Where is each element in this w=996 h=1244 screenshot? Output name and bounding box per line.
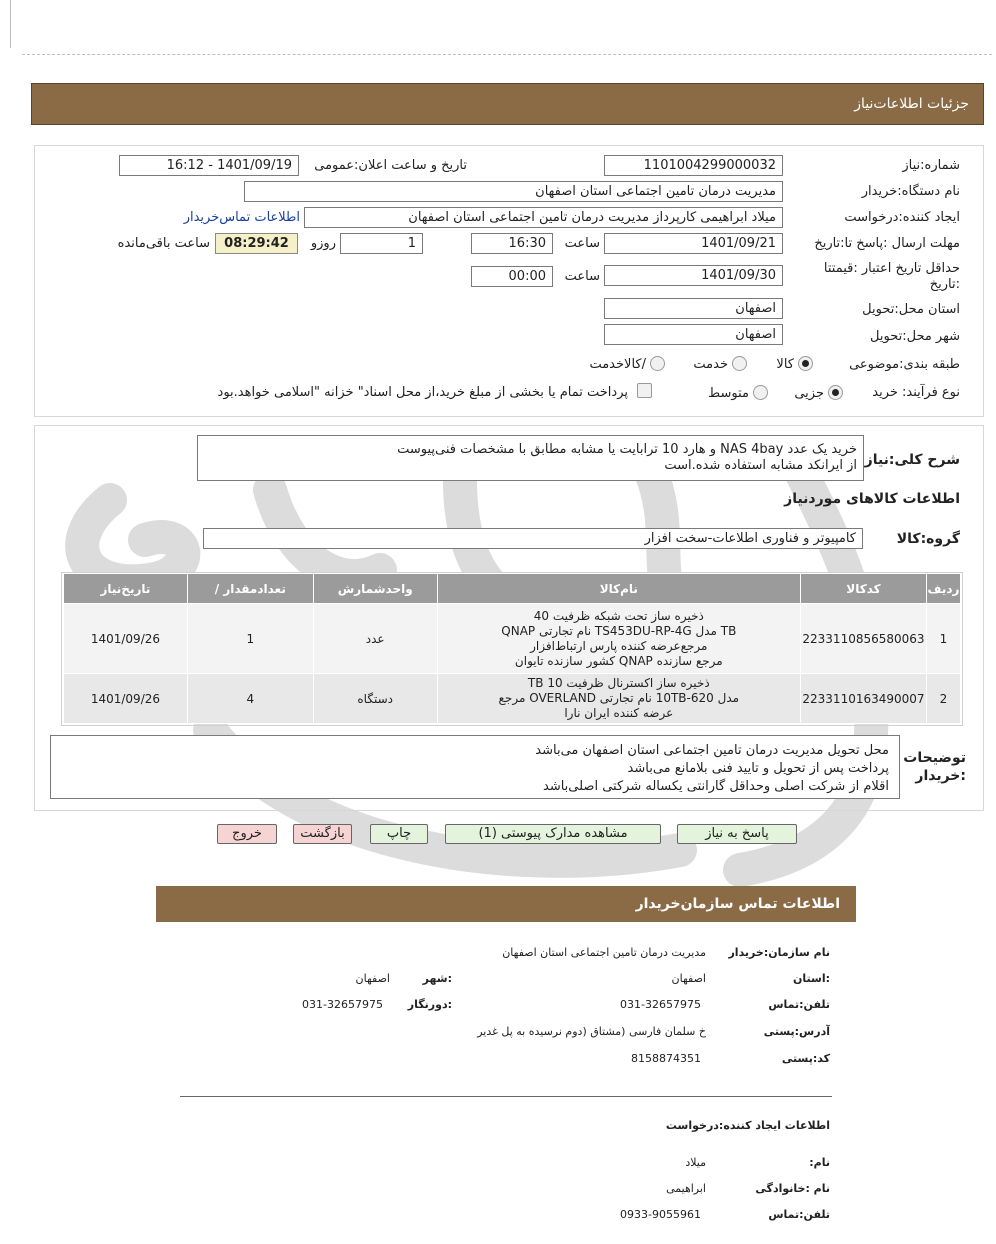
validity-hour-label: ساعت (564, 269, 600, 284)
row-number-cell: 2 (926, 674, 960, 724)
process-option-minor: جزیی (794, 386, 824, 401)
contact-fax-label: :دورنگار (407, 998, 452, 1011)
days-field: 1 (340, 233, 423, 254)
page-header (31, 83, 984, 125)
buyer-org-field: مدیریت درمان تامین اجتماعی استان اصفهان (244, 181, 783, 202)
need-summary-label: شرح کلی:نیاز (864, 452, 960, 468)
quantity-cell: 1 (187, 604, 313, 674)
contact-separator (180, 1096, 832, 1097)
print-button[interactable]: چاپ (370, 824, 428, 844)
reply-button[interactable]: پاسخ به نیاز (677, 824, 797, 844)
col-unit: واحدشمارش (313, 574, 437, 604)
page-title: جزئیات اطلاعات‌نیاز (854, 96, 969, 112)
validity-time-field: 00:00 (471, 266, 553, 287)
attachments-button[interactable]: مشاهده مدارک پیوستی (1) (445, 824, 661, 844)
unit-cell: عدد (313, 604, 437, 674)
contact-postal-label: کد:پستی (781, 1052, 830, 1065)
validity-label-2: :تاریخ (929, 277, 960, 292)
need-date-cell: 1401/09/26 (64, 604, 188, 674)
creator-name-label: نام: (809, 1156, 830, 1169)
category-option-both: /کالاخدمت (589, 357, 646, 372)
creator-family-label: نام :خانوادگی (755, 1182, 830, 1195)
table-row[interactable] (64, 674, 961, 724)
item-name-cell (437, 674, 800, 724)
need-summary-box (197, 435, 864, 481)
category-option-goods: کالا (776, 357, 794, 372)
contact-fax-value: 031-32657975 (302, 998, 383, 1011)
deadline-date-field: 1401/09/21 (604, 233, 783, 254)
treasury-payment-note: پرداخت تمام یا بخشی از مبلغ خرید،از محل اسناد" خزانه "اسلامی خواهد.بود (217, 385, 628, 400)
contact-address-value: خ سلمان فارسی (مشتاق (دوم نرسیده به پل غدیر (477, 1025, 706, 1038)
quantity-cell: 4 (187, 674, 313, 724)
buyer-org-label: نام دستگاه:خریدار (861, 184, 960, 199)
table-row[interactable] (64, 604, 961, 674)
process-option-medium: متوسط (708, 386, 749, 401)
row-number-cell: 1 (926, 604, 960, 674)
item-code-cell: 2233110163490007 (800, 674, 926, 724)
item-name-line: ذخیره ساز تحت شبکه ظرفیت 40 (533, 608, 704, 623)
province-label: استان محل:تحویل (862, 302, 960, 317)
goods-group-field: کامپیوتر و فناوری اطلاعات-سخت افزار (203, 528, 863, 549)
treasury-payment-checkbox[interactable] (637, 383, 652, 398)
contact-section-header: اطلاعات تماس سازمان‌خریدار (156, 886, 856, 922)
contact-postal-value: 8158874351 (631, 1052, 701, 1065)
need-summary-line-1: خرید یک عدد NAS 4bay و هارد 10 ترابایت یا مشابه مطابق با مشخصات فنی‌پیوست (397, 442, 857, 457)
contact-city-value: اصفهان (355, 972, 390, 985)
category-option-service: خدمت (693, 357, 728, 372)
contact-org-value: مدیریت درمان تامین اجتماعی استان اصفهان (502, 946, 706, 959)
countdown-timer: 08:29:42 (215, 233, 298, 254)
contact-address-label: آدرس:پستی (763, 1025, 830, 1038)
process-label: نوع فرآیند: خرید (872, 385, 960, 400)
announce-field: 1401/09/19 - 16:12 (119, 155, 299, 176)
exit-button[interactable]: خروج (217, 824, 277, 844)
process-radio-minor[interactable] (828, 385, 843, 400)
unit-cell: دستگاه (313, 674, 437, 724)
need-summary-line-2: از ایرانکد مشابه استفاده شده.است (664, 458, 857, 473)
announce-label: تاریخ و ساعت اعلان:عمومی (314, 158, 467, 173)
day-label: روزو (310, 236, 336, 251)
item-name-line: ذخیره ساز اکسترنال ظرفیت 10 TB (527, 676, 710, 690)
item-name-cell (437, 604, 800, 674)
contact-phone-value: 031-32657975 (620, 998, 701, 1011)
back-button[interactable]: بازگشت (293, 824, 352, 844)
item-name-line: مرجع‌عرضه کننده پارس ارتباط‌افزار (530, 638, 708, 653)
category-radio-service[interactable] (732, 356, 747, 371)
contact-city-label: :شهر (422, 972, 452, 985)
city-label: شهر محل:تحویل (870, 329, 960, 344)
deadline-label: مهلت ارسال :پاسخ تا:تاریخ (814, 236, 960, 251)
col-item-name: نام‌کالا (437, 574, 800, 604)
need-number-field: 1101004299000032 (604, 155, 783, 176)
col-quantity: / تعدادمقدار (187, 574, 313, 604)
creator-family-value: ابراهیمی (666, 1182, 706, 1195)
item-name-line: TB مدل TS453DU-RP-4G نام تجارتی QNAP (501, 623, 737, 638)
contact-phone-label: تلفن:تماس (768, 998, 830, 1011)
buyer-note-line: محل تحویل مدیریت درمان تامین اجتماعی استان اصفهان می‌باشد (535, 743, 889, 758)
buyer-contact-link[interactable]: اطلاعات تماس‌خریدار (183, 210, 300, 225)
creator-field: میلاد ابراهیمی کارپرداز مدیریت درمان تامین اجتماعی استان اصفهان (304, 207, 783, 228)
process-radio-medium[interactable] (753, 385, 768, 400)
need-date-cell: 1401/09/26 (64, 674, 188, 724)
category-label: طبقه بندی:موضوعی (849, 357, 960, 372)
city-field: اصفهان (604, 324, 783, 345)
left-frame-line (10, 0, 11, 48)
item-name-line: مدل 620-10TB نام تجارتی OVERLAND مرجع (498, 691, 740, 705)
buyer-notes-box (50, 735, 900, 799)
item-code-cell: 2233110856580063 (800, 604, 926, 674)
buyer-notes-label-2: :خریدار (915, 768, 966, 784)
goods-group-label: گروه:کالا (896, 531, 960, 547)
creator-info-title: اطلاعات ایجاد کننده:درخواست (665, 1119, 830, 1132)
category-radio-both[interactable] (650, 356, 665, 371)
item-name-line: مرجع سازنده QNAP کشور سازنده تایوان (514, 653, 723, 668)
validity-label: حداقل تاریخ اعتبار :قیمتتا (823, 261, 960, 276)
creator-name-value: میلاد (685, 1156, 706, 1169)
contact-org-label: نام سازمان:خریدار (728, 946, 830, 959)
buyer-note-line: اقلام از شرکت اصلی وحداقل گارانتی یکساله شرکتی اصلی‌باشد (543, 779, 889, 794)
contact-province-value: اصفهان (671, 972, 706, 985)
col-row: ردیف (926, 574, 960, 604)
goods-section-title: اطلاعات کالاهای موردنیاز (784, 491, 960, 507)
deadline-time-field: 16:30 (471, 233, 553, 254)
top-divider (22, 54, 992, 55)
creator-phone-value: 0933-9055961 (620, 1208, 701, 1221)
col-item-code: کدکالا (800, 574, 926, 604)
province-field: اصفهان (604, 298, 783, 319)
creator-label: ایجاد کننده:درخواست (844, 210, 960, 225)
contact-province-label: :استان (793, 972, 830, 985)
category-radio-goods[interactable] (798, 356, 813, 371)
deadline-hour-label: ساعت (564, 236, 600, 251)
need-number-label: شماره:نیاز (902, 158, 960, 173)
creator-phone-label: تلفن:تماس (768, 1208, 830, 1221)
buyer-note-line: پرداخت پس از تحویل و تایید فنی بلامانع می‌باشد (627, 761, 889, 776)
col-need-date: تاریخ‌نیاز (64, 574, 188, 604)
item-name-line: عرضه کننده ایران نارا (564, 706, 674, 720)
buyer-notes-label: توضیحات (903, 750, 966, 766)
goods-table (63, 573, 961, 724)
remaining-label: ساعت باقی‌مانده (117, 236, 210, 251)
validity-date-field: 1401/09/30 (604, 265, 783, 286)
